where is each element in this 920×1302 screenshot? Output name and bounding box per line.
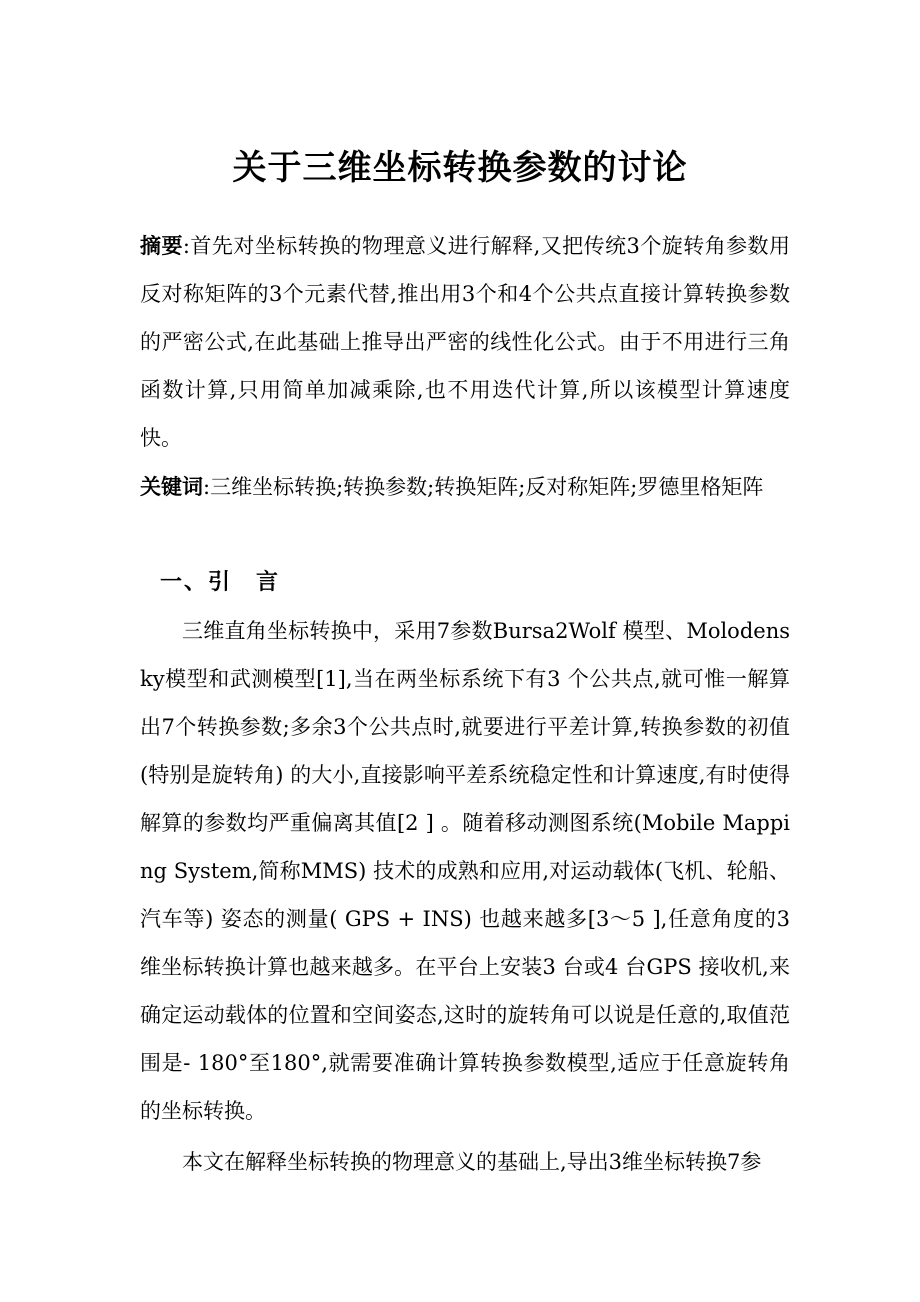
body-paragraph: 三维直角坐标转换中，采用7参数Bursa2Wolf 模型、Molodensky模型和武测模型[1],当在两坐标系统下有3 个公共点,就可惟一解算出7个转换参数;多余3个公共点时,就要进行平差计算,转换参数的初值(特别是旋转角) 的大小,直接影响平差系统稳定性和计算速度,有时使得解算的参数均严重偏离其值[2 ] 。随着移动测图系统(Mobile Mapping System,简称MMS) 技术的成熟和应用,对运动载体(飞机、轮船、汽车等) 姿态的测量( GPS + INS) 也越来越多[3～5 ],任意角度的3 维坐标转换计算也越来越多。在平台上安装3 台或4 台GPS 接收机,来确定运动载体的位置和空间姿态,这时的旋转角可以说是任意的,取值范围是- 180°至180°,就需要准确计算转换参数模型,适应于任意旋转角的坐标转换。 [140, 619, 790, 1123]
keywords-text: :三维坐标转换;转换参数;转换矩阵;反对称矩阵;罗德里格矩阵 [203, 475, 764, 499]
keywords-label: 关键词 [140, 474, 203, 499]
body-paragraph: 本文在解释坐标转换的物理意义的基础上,导出3维坐标转换7参 [182, 1150, 762, 1174]
abstract-paragraph [140, 222, 790, 462]
abstract-text: :首先对坐标转换的物理意义进行解释,又把传统3个旋转角参数用反对称矩阵的3个元素代替,推出用3个和4个公共点直接计算转换参数的严密公式,在此基础上推导出严密的线性化公式。由于不用进行三角函数计算,只用简单加减乘除,也不用迭代计算,所以该模型计算速度快。 [140, 234, 791, 450]
section-heading-introduction: 一、引 言 [160, 569, 281, 595]
document-title: 关于三维坐标转换参数的讨论 [232, 148, 688, 188]
keywords-paragraph [140, 463, 790, 511]
abstract-label: 摘要 [140, 233, 183, 258]
